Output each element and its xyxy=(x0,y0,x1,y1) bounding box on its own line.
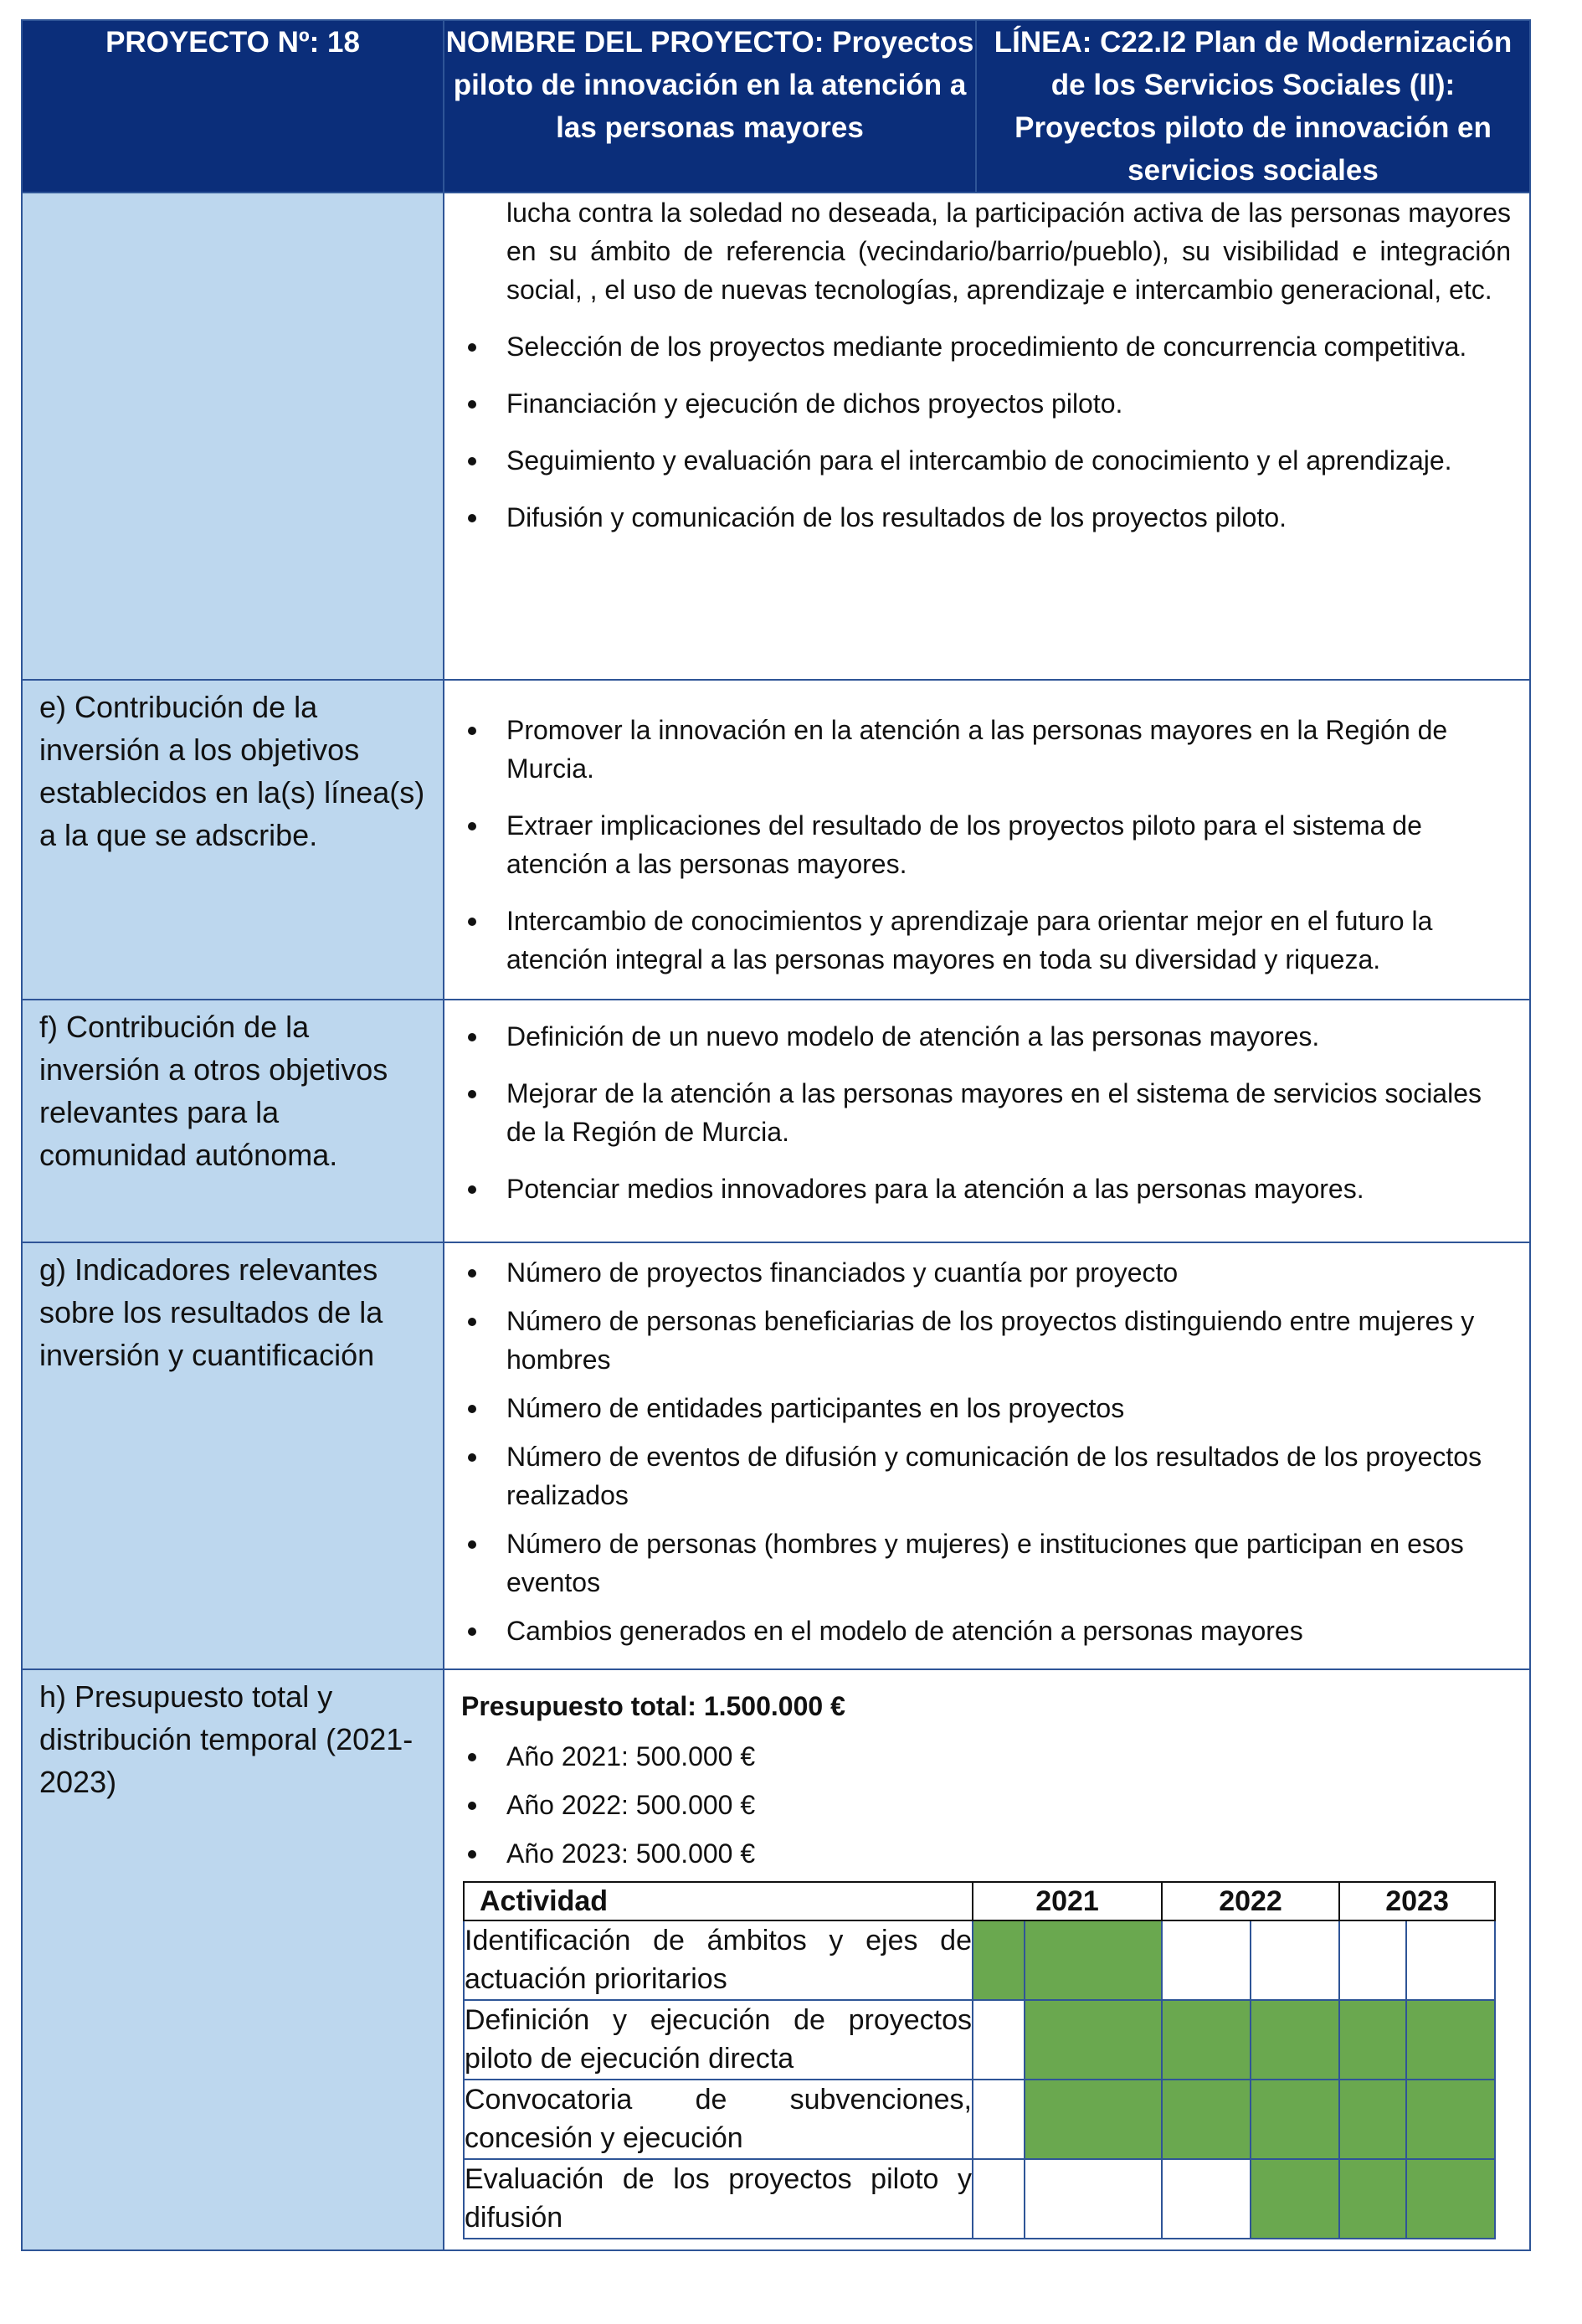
project-line: LÍNEA: C22.I2 Plan de Modernización de los Servicios Sociales (II): Proyectos piloto de innovación en servicios sociales xyxy=(976,20,1530,193)
list-item: Número de personas (hombres y mujeres) e instituciones que participan en esos eventos xyxy=(461,1524,1511,1602)
continuation-label-cell xyxy=(22,193,444,680)
section-e-label: e) Contribución de la inversión a los objetivos establecidos en la(s) línea(s) a la que se adscribe. xyxy=(22,680,444,1000)
gantt-cell-filled xyxy=(1251,2000,1339,2080)
gantt-cell-filled xyxy=(1339,2159,1406,2239)
gantt-cell-filled xyxy=(1251,2080,1339,2159)
gantt-cell-empty xyxy=(973,2080,1025,2159)
gantt-cell-filled xyxy=(1025,2080,1162,2159)
list-item: Número de personas beneficiarias de los proyectos distinguiendo entre mujeres y hombres xyxy=(461,1302,1511,1379)
gantt-row xyxy=(464,2080,1495,2159)
budget-total: Presupuesto total: 1.500.000 € xyxy=(461,1691,845,1721)
section-h-label: h) Presupuesto total y distribución temporal (2021-2023) xyxy=(22,1669,444,2250)
gantt-cell-empty xyxy=(1251,1920,1339,2000)
list-item: Número de proyectos financiados y cuantía por proyecto xyxy=(461,1253,1511,1292)
gantt-cell-filled xyxy=(1339,2000,1406,2080)
budget-year: Año 2021: 500.000 € xyxy=(461,1737,1511,1776)
gantt-cell-filled xyxy=(973,1920,1025,2000)
gantt-cell-filled xyxy=(1025,2000,1162,2080)
section-g-label: g) Indicadores relevantes sobre los resultados de la inversión y cuantificación xyxy=(22,1242,444,1669)
list-item: Definición de un nuevo modelo de atención a las personas mayores. xyxy=(461,1017,1511,1056)
gantt-cell-empty xyxy=(1339,1920,1406,2000)
list-item: Número de entidades participantes en los proyectos xyxy=(461,1389,1511,1427)
section-e-content xyxy=(444,680,1530,1000)
budget-year: Año 2022: 500.000 € xyxy=(461,1786,1511,1824)
continuation-content xyxy=(444,193,1530,680)
gantt-row xyxy=(464,1920,1495,2000)
list-item: Mejorar de la atención a las personas mayores en el sistema de servicios sociales de la Región de Murcia. xyxy=(461,1074,1511,1151)
project-number: PROYECTO Nº: 18 xyxy=(22,20,444,193)
gantt-table xyxy=(463,1881,1496,2239)
gantt-cell-empty xyxy=(973,2000,1025,2080)
gantt-year-header: 2021 xyxy=(973,1882,1162,1920)
gantt-cell-empty xyxy=(1162,1920,1251,2000)
section-g-row xyxy=(22,1242,1530,1669)
gantt-cell-filled xyxy=(1162,2080,1251,2159)
gantt-row xyxy=(464,2159,1495,2239)
gantt-year-header: 2023 xyxy=(1339,1882,1495,1920)
gantt-cell-filled xyxy=(1339,2080,1406,2159)
gantt-activity: Evaluación de los proyectos piloto y difusión xyxy=(464,2159,973,2239)
section-h-row xyxy=(22,1669,1530,2250)
project-name: NOMBRE DEL PROYECTO: Proyectos piloto de innovación en la atención a las personas mayores xyxy=(444,20,976,193)
gantt-cell-empty xyxy=(973,2159,1025,2239)
gantt-cell-filled xyxy=(1406,2000,1495,2080)
continuation-text: lucha contra la soledad no deseada, la participación activa de las personas mayores en su ámbito de referencia (vecindario/barrio/pueblo), su visibilidad e integración social, , el uso de nuevas tecnologías, aprendizaje e intercambio generacional, etc. xyxy=(506,198,1511,305)
gantt-activity: Definición y ejecución de proyectos piloto de ejecución directa xyxy=(464,2000,973,2080)
list-item: Difusión y comunicación de los resultados de los proyectos piloto. xyxy=(461,498,1511,537)
gantt-cell-empty xyxy=(1162,2159,1251,2239)
gantt-activity: Identificación de ámbitos y ejes de actuación prioritarios xyxy=(464,1920,973,2000)
list-item: Financiación y ejecución de dichos proyectos piloto. xyxy=(461,384,1511,423)
header-row xyxy=(22,20,1530,193)
section-e-row xyxy=(22,680,1530,1000)
list-item: Intercambio de conocimientos y aprendizaje para orientar mejor en el futuro la atención integral a las personas mayores en toda su diversidad y riqueza. xyxy=(461,902,1511,979)
list-item: Potenciar medios innovadores para la atención a las personas mayores. xyxy=(461,1170,1511,1208)
gantt-activity-header: Actividad xyxy=(464,1882,973,1920)
section-f-content xyxy=(444,1000,1530,1242)
list-item: Seguimiento y evaluación para el intercambio de conocimiento y el aprendizaje. xyxy=(461,441,1511,480)
gantt-cell-filled xyxy=(1025,1920,1162,2000)
gantt-cell-filled xyxy=(1251,2159,1339,2239)
continuation-row xyxy=(22,193,1530,680)
list-item: Extraer implicaciones del resultado de los proyectos piloto para el sistema de atención a las personas mayores. xyxy=(461,806,1511,883)
section-h-content xyxy=(444,1669,1530,2250)
budget-year: Año 2023: 500.000 € xyxy=(461,1834,1511,1873)
section-f-row xyxy=(22,1000,1530,1242)
gantt-cell-filled xyxy=(1406,2080,1495,2159)
gantt-header-row xyxy=(464,1882,1495,1920)
gantt-cell-filled xyxy=(1406,2159,1495,2239)
list-item: Número de eventos de difusión y comunicación de los resultados de los proyectos realizados xyxy=(461,1437,1511,1514)
gantt-year-header: 2022 xyxy=(1162,1882,1339,1920)
gantt-row xyxy=(464,2000,1495,2080)
gantt-activity: Convocatoria de subvenciones, concesión y ejecución xyxy=(464,2080,973,2159)
list-item: Cambios generados en el modelo de atención a personas mayores xyxy=(461,1612,1511,1650)
section-f-label: f) Contribución de la inversión a otros objetivos relevantes para la comunidad autónoma. xyxy=(22,1000,444,1242)
gantt-cell-empty xyxy=(1406,1920,1495,2000)
gantt-cell-filled xyxy=(1162,2000,1251,2080)
list-item: Selección de los proyectos mediante procedimiento de concurrencia competitiva. xyxy=(461,327,1511,366)
section-g-content xyxy=(444,1242,1530,1669)
list-item: Promover la innovación en la atención a las personas mayores en la Región de Murcia. xyxy=(461,711,1511,788)
project-table xyxy=(21,19,1529,2251)
gantt-cell-empty xyxy=(1025,2159,1162,2239)
